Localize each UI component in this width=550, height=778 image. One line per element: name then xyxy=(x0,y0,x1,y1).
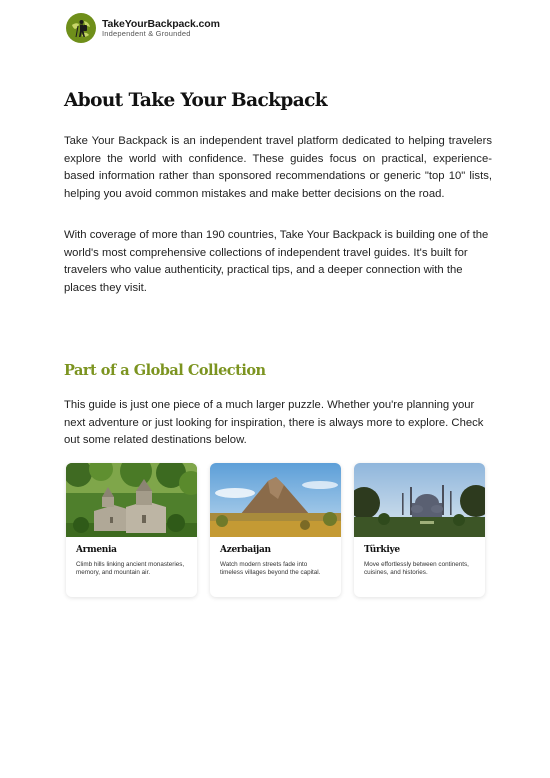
card-title: Türkiye xyxy=(364,545,400,555)
about-paragraph-1: Take Your Backpack is an independent travel platform dedicated to helping travelers explore the world with confidence. These guides focus on practical, experience-based information rather than sponsored recommendations or generic "top 10" lists, helping you avoid common mistakes and make better decisions on the road. xyxy=(64,135,492,200)
destination-cards xyxy=(66,463,486,597)
card-description: Climb hills linking ancient monasteries, memory, and mountain air. xyxy=(76,561,185,576)
about-paragraph-2: With coverage of more than 190 countries, Take Your Backpack is building one of the world's most comprehensive collections of independent travel guides. It's built for travelers who value authenticity, practical tips, and a deeper connection with the places they visit. xyxy=(64,229,489,294)
about-title: About Take Your Backpack xyxy=(64,90,327,111)
card-title: Azerbaijan xyxy=(220,545,271,555)
site-tagline: Independent & Grounded xyxy=(102,29,191,38)
destination-card-azerbaijan[interactable] xyxy=(210,463,341,597)
site-header xyxy=(66,12,220,44)
card-title: Armenia xyxy=(76,545,117,555)
card-description: Watch modern streets fade into timeless villages beyond the capital. xyxy=(220,561,321,576)
site-name[interactable]: TakeYourBackpack.com xyxy=(102,17,220,30)
collection-title: Part of a Global Collection xyxy=(64,362,266,379)
azerbaijan-mountain-image xyxy=(210,463,341,537)
collection-intro: This guide is just one piece of a much larger puzzle. Whether you're planning your next adventure or just looking for inspiration, there is always more to explore. Check out some related destinations below. xyxy=(64,399,484,447)
card-description: Move effortlessly between continents, cuisines, and histories. xyxy=(364,561,469,576)
turkiye-mosque-image xyxy=(354,463,485,537)
armenia-monastery-image xyxy=(66,463,197,537)
destination-card-turkiye[interactable] xyxy=(354,463,485,597)
destination-card-armenia[interactable] xyxy=(66,463,197,597)
backpacker-globe-icon[interactable] xyxy=(66,13,96,43)
